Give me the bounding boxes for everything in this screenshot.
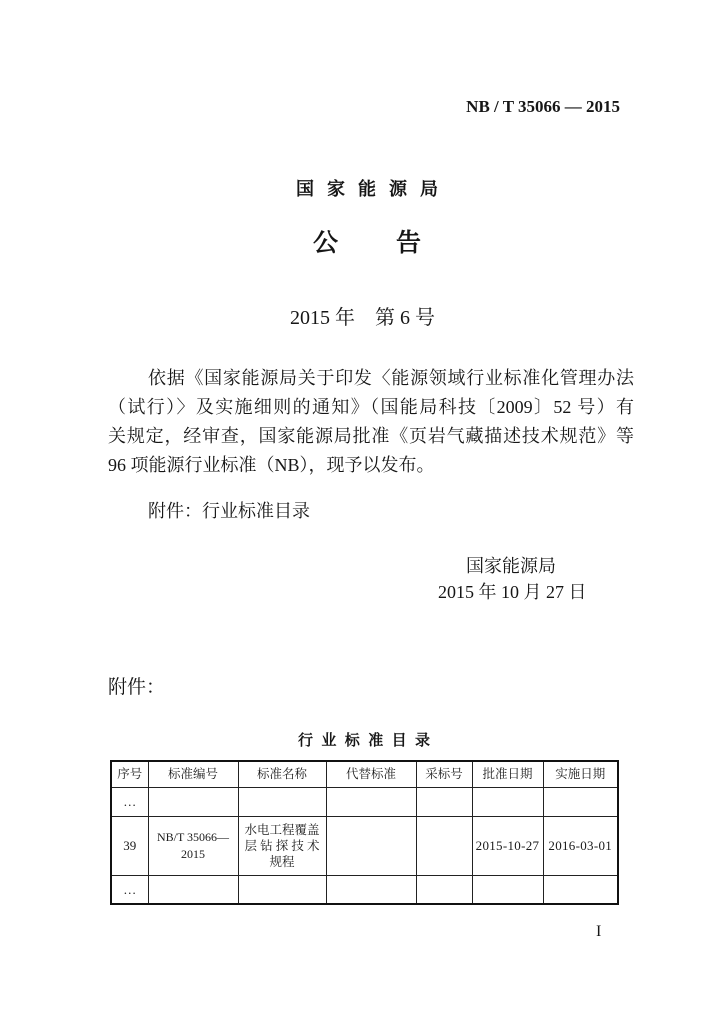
standard-number-line: NB/T 35066— (156, 829, 230, 844)
signature-date: 2015 年 10 月 27 日 (438, 582, 587, 602)
cell-replaces (326, 787, 416, 816)
cell-adopted-number (416, 816, 472, 875)
table-header-row (111, 761, 618, 787)
notice-body-line: 96 项能源行业标准（NB），现予以发布。 (108, 455, 435, 475)
cell-seq: 39 (111, 816, 148, 875)
cell-effective-date: 2016-03-01 (543, 816, 618, 875)
notice-body (108, 364, 634, 480)
standard-name-line: 规程 (269, 854, 295, 869)
page-number: I (596, 923, 602, 940)
standard-name-line: 水电工程覆盖 (244, 822, 320, 837)
column-header-effective-date: 实施日期 (543, 761, 618, 787)
cell-approval-date: 2015-10-27 (472, 816, 543, 875)
cell-effective-date (543, 875, 618, 904)
cell-adopted-number (416, 875, 472, 904)
cell-adopted-number (416, 787, 472, 816)
cell-standard-number (148, 787, 238, 816)
issuer-heading: 国家能源局 (296, 179, 451, 200)
cell-standard-number (148, 875, 238, 904)
notice-body-line: 依据《国家能源局关于印发〈能源领域行业标准化管理办法 (148, 368, 634, 388)
cell-standard-name (238, 787, 326, 816)
column-header-replaces: 代替标准 (326, 761, 416, 787)
column-header-adopted-number: 采标号 (416, 761, 472, 787)
column-header-standard-name: 标准名称 (238, 761, 326, 787)
standard-number-line: 2015 (181, 846, 205, 861)
table-row (111, 816, 618, 875)
cell-seq: … (111, 875, 148, 904)
cell-seq: … (111, 787, 148, 816)
standard-code: NB / T 35066 — 2015 (466, 97, 620, 116)
column-header-standard-number: 标准编号 (148, 761, 238, 787)
cell-effective-date (543, 787, 618, 816)
cell-approval-date (472, 875, 543, 904)
standards-table (110, 760, 619, 905)
table-row (111, 875, 618, 904)
attachment-label: 附件： (108, 677, 166, 698)
standard-name-line: 层钻探技术 (244, 838, 320, 853)
notice-number: 2015 年 第 6 号 (290, 307, 435, 329)
table-title: 行业标准目录 (298, 731, 439, 749)
cell-approval-date (472, 787, 543, 816)
cell-standard-name (238, 875, 326, 904)
cell-standard-name (238, 816, 326, 875)
notice-title: 公告 (313, 228, 480, 257)
cell-standard-number (148, 816, 238, 875)
cell-replaces (326, 875, 416, 904)
notice-body-line: 关规定，经审查，国家能源局批准《页岩气藏描述技术规范》等 (108, 426, 634, 446)
column-header-seq: 序号 (111, 761, 148, 787)
attachment-note: 附件：行业标准目录 (148, 501, 310, 521)
signature-issuer: 国家能源局 (466, 556, 556, 576)
table-row (111, 787, 618, 816)
notice-body-line: （试行）〉及实施细则的通知》（国能局科技〔2009〕52 号）有 (108, 397, 634, 417)
column-header-approval-date: 批准日期 (472, 761, 543, 787)
cell-replaces (326, 816, 416, 875)
